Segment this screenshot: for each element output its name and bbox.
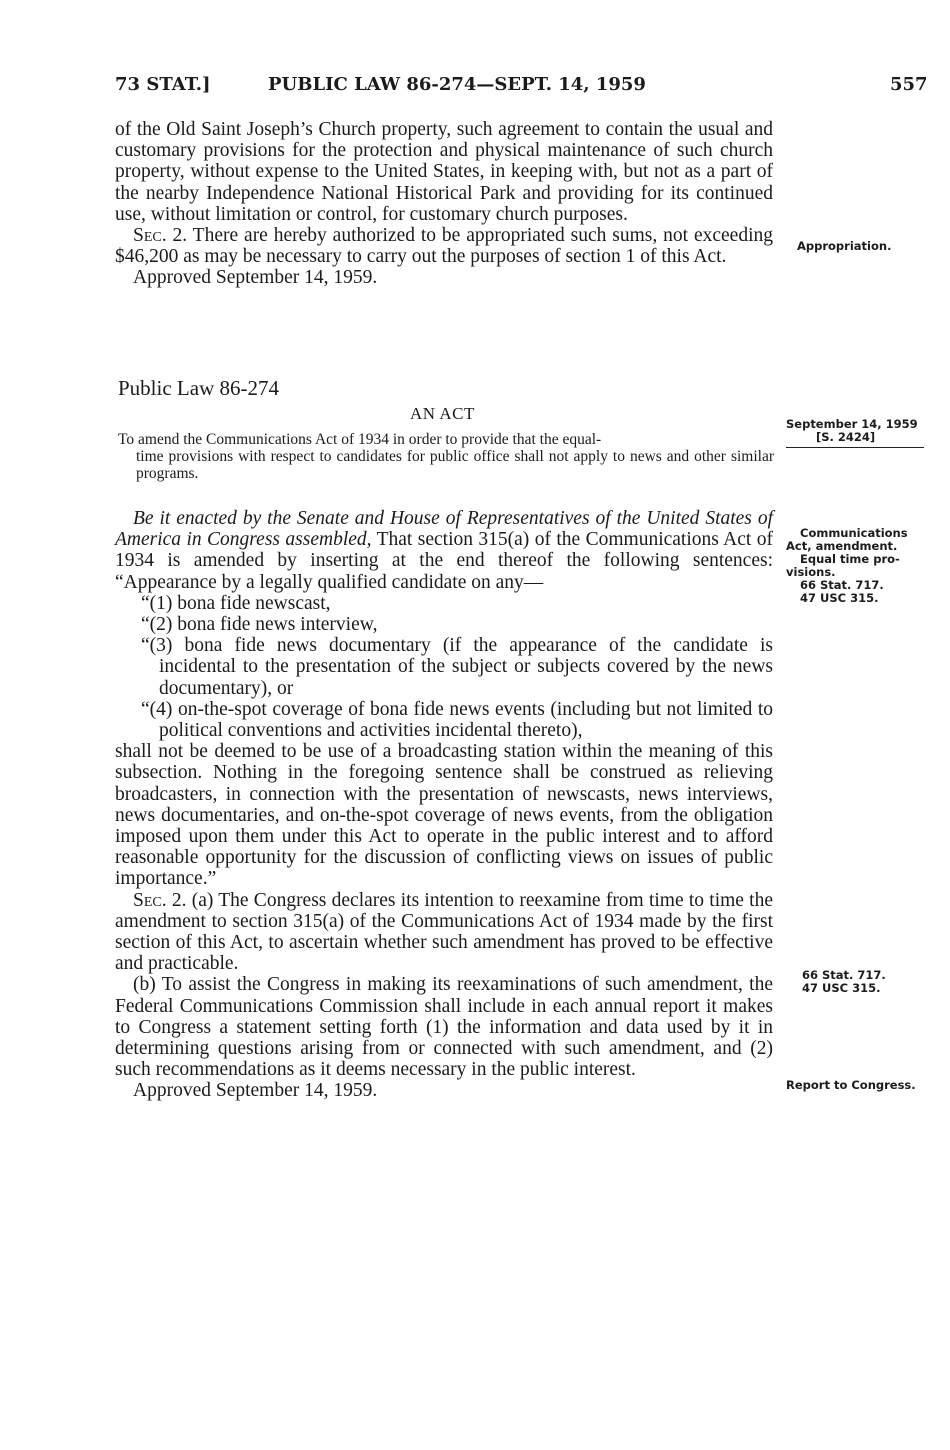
- paragraph-continuation: of the Old Saint Joseph’s Church property, such agreement to contain the usual and customary provisions for the protection and physical maintenance of such church property, without expense to the United States, in keeping with, but not as a part of the nearby Independence National Historical Park and providing for its continued use, without limitation or control, for customary church purposes.: [115, 119, 773, 225]
- margin-line: Communications: [800, 526, 908, 540]
- an-act-heading: AN ACT: [410, 404, 475, 423]
- margin-line: Equal time pro-: [800, 552, 900, 566]
- running-title: PUBLIC LAW 86-274—SEPT. 14, 1959: [268, 74, 646, 95]
- act-purpose: [118, 431, 774, 482]
- list-item: “(4) on-the-spot coverage of bona fide news events (including but not limited to political conventions and activities incidental thereto),: [141, 698, 773, 742]
- margin-note-appropriation: Appropriation.: [797, 239, 892, 253]
- list-item: “(3) bona fide news documentary (if the appearance of the candidate is incidental to the presentation of the subject or subjects covered by the news documentary), or: [141, 635, 773, 699]
- section-2-paragraph: [115, 225, 773, 267]
- purpose-continuation: time provisions with respect to candidates for public office shall not apply to news and other similar programs.: [136, 448, 774, 482]
- margin-note-report: Report to Congress.: [786, 1078, 916, 1092]
- margin-rule: [786, 447, 924, 448]
- list-item: “(2) bona fide news interview,: [141, 614, 378, 636]
- section-label: Sec. 2.: [133, 225, 188, 247]
- margin-line: Act, amendment.: [786, 539, 898, 553]
- section-2a-paragraph: [115, 890, 773, 975]
- approval-line: Approved September 14, 1959.: [133, 267, 378, 289]
- margin-line: 47 USC 315.: [802, 981, 881, 995]
- section-text: (a) The Congress declares its intention to reexamine from time to time the amendment to section 315(a) of the Communications Act of 1934 made by the first section of this Act, to ascertain whether such amendment has proved to be effective and practicable.: [115, 889, 773, 975]
- margin-note-communications: [786, 526, 908, 605]
- list-item: “(1) bona fide newscast,: [141, 592, 331, 614]
- section-text: There are hereby authorized to be appropriated such sums, not exceeding $46,200 as may be necessary to carry out the purposes of section 1 of this Act.: [115, 225, 773, 268]
- enacting-text: That section 315(a) of the Communications Act of 1934 is amended by inserting at the end thereof the following sentences: “Appearance by a legally qualified candidate on any—: [115, 529, 773, 593]
- margin-line: visions.: [786, 565, 836, 579]
- approval-line: Approved September 14, 1959.: [133, 1080, 378, 1102]
- margin-line: 47 USC 315.: [800, 591, 879, 605]
- purpose-line-1: To amend the Communications Act of 1934 in order to provide that the equal-: [118, 431, 602, 448]
- law-title: Public Law 86-274: [118, 376, 279, 400]
- margin-note-stat-reference: [802, 969, 886, 995]
- margin-note-date: September 14, 1959: [786, 417, 918, 431]
- section-2b-paragraph: (b) To assist the Congress in making its reexaminations of such amendment, the Federal Communications Commission shall include in each annual report it makes to Congress a statement setting forth (1) the information and data used by it in determining questions arising from or connected with such amendment, and (2) such recommendations as it deems necessary in the public interest.: [115, 974, 773, 1081]
- margin-line: 66 Stat. 717.: [800, 578, 884, 592]
- margin-line: 66 Stat. 717.: [802, 968, 886, 982]
- page-number: 557: [890, 74, 928, 95]
- act-body: [115, 508, 773, 1102]
- enacting-formula: Be it enacted by the Senate and House of Representatives of the United States of America in Congress assembled,: [115, 508, 773, 551]
- margin-note-bill: [S. 2424]: [816, 430, 876, 444]
- enacting-clause: [115, 508, 773, 593]
- section-label: Sec. 2.: [133, 889, 187, 911]
- previous-law-continuation: [115, 119, 773, 289]
- paragraph-after-items: shall not be deemed to be use of a broadcasting station within the meaning of this subsection. Nothing in the foregoing sentence shall be construed as relieving broadcasters, in connection with the presentation of newscasts, news interviews, news documentaries, and on-the-spot coverage of news events, from the obligation imposed upon them under this Act to operate in the public interest and to afford reasonable opportunity for the discussion of conflicting views on issues of public importance.”: [115, 741, 773, 890]
- volume-reference: 73 STAT.]: [115, 74, 211, 95]
